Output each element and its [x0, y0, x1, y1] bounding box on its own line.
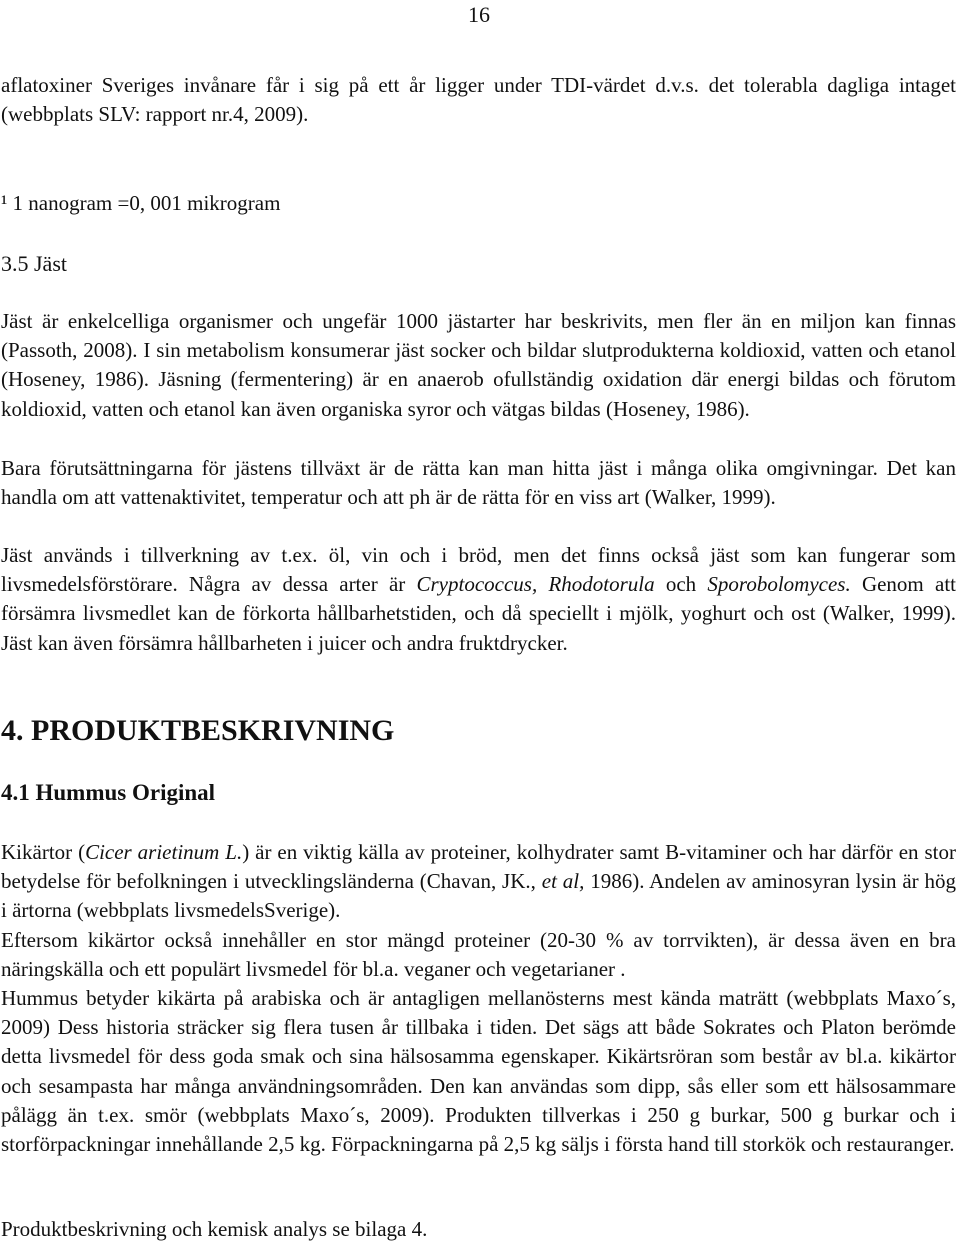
section-heading-jast: 3.5 Jäst	[1, 251, 67, 276]
hummus-p1-text-b: ) är en viktig källa av proteiner, kolhydrater samt B-vitaminer och har därför en stor betydelse för befolkningen i utvecklingsländerna (Chavan, JK.,	[1, 840, 956, 894]
chapter-heading-produktbeskrivning: 4. PRODUKTBESKRIVNING	[1, 714, 395, 747]
jast-paragraph-2: Bara förutsättningarna för jästens tillväxt är de rätta kan man hitta jäst i många olika omgivningar. Det kan handla om att vattenaktivitet, temperatur och att ph är de rätta för en viss art (Walker, 1999).	[1, 456, 956, 510]
jast-p3-text-c: Genom att försämra livsmedlet kan de förkorta hållbarhetstiden, och då speciellt i mjölk, yoghurt och ost (Walker, 1999). Jäst kan även försämra hållbarheten i juicer och andra fruktdrycker.	[1, 572, 956, 655]
hummus-paragraph-4: Produktbeskrivning och kemisk analys se bilaga 4.	[1, 1217, 428, 1241]
jast-p3-text-a: Jäst används i tillverkning av t.ex. öl, vin och i bröd, men det finns också jäst som kan fungerar som livsmedelsförstörare. Några av dessa arter är	[1, 543, 956, 597]
jast-paragraph-1: Jäst är enkelcelliga organismer och ungefär 1000 jästarter har beskrivits, men fler än en miljon kan finnas (Passoth, 2008). I sin metabolism konsumerar jäst socker och bildar slutprodukterna koldioxid, vatten och etanol (Hoseney, 1986). Jäsning (fermentering) är en anaerob ofullständig oxidation där energi bildas och förutom koldioxid, vatten och etanol kan även organiska syror och vätgas bildas (Hoseney, 1986).	[1, 309, 956, 421]
et-al: et al,	[541, 869, 585, 894]
species-names-2: Sporobolomyces.	[707, 572, 851, 597]
intro-paragraph: aflatoxiner Sveriges invånare får i sig på ett år ligger under TDI-värdet d.v.s. det tolerabla dagliga intaget (webbplats SLV: rapport nr.4, 2009).	[1, 73, 956, 127]
hummus-p1-text-a: Kikärtor (	[1, 840, 86, 864]
hummus-paragraph-2: Eftersom kikärtor också innehåller en stor mängd proteiner (20-30 % av torrvikten), är dessa även en bra näringskälla och ett populärt livsmedel för bl.a. veganer och vegetarianer .	[1, 928, 956, 982]
jast-p3-text-b: och	[654, 572, 708, 597]
jast-paragraph-3	[1, 541, 956, 658]
hummus-paragraph-3: Hummus betyder kikärta på arabiska och är antagligen mellanösterns mest kända maträtt (webbplats Maxo´s, 2009) Dess historia sträcker sig flera tusen år tillbaka i tiden. Det sägs att både Sokrates och Platon berömde detta livsmedel för dess goda smak och sina hälsosamma egenskaper. Kikärtsröran som består av bl.a. kikärtor och sesampasta har många användningsområden. Den kan användas som dipp, sås eller som ett hälsosammare pålägg än t.ex. smör (webbplats Maxo´s, 2009). Produkten tillverkas i 250 g burkar, 500 g burkar och i storförpackningar innehållande 2,5 kg. Förpackningarna på 2,5 kg säljs i första hand till storkök och restauranger.	[1, 986, 956, 1157]
section-heading-hummus: 4.1 Hummus Original	[1, 780, 216, 805]
species-names-1: Cryptococcus, Rhodotorula	[416, 572, 655, 597]
footnote: ¹ 1 nanogram =0, 001 mikrogram	[1, 191, 281, 215]
hummus-p1-text-c: 1986). Andelen av aminosyran lysin är hög i ärtorna (webbplats livsmedelsSverige).	[1, 869, 956, 923]
hummus-paragraph-1	[1, 838, 956, 926]
latin-name: Cicer arietinum L.	[85, 840, 243, 864]
page-number: 16	[468, 2, 490, 27]
